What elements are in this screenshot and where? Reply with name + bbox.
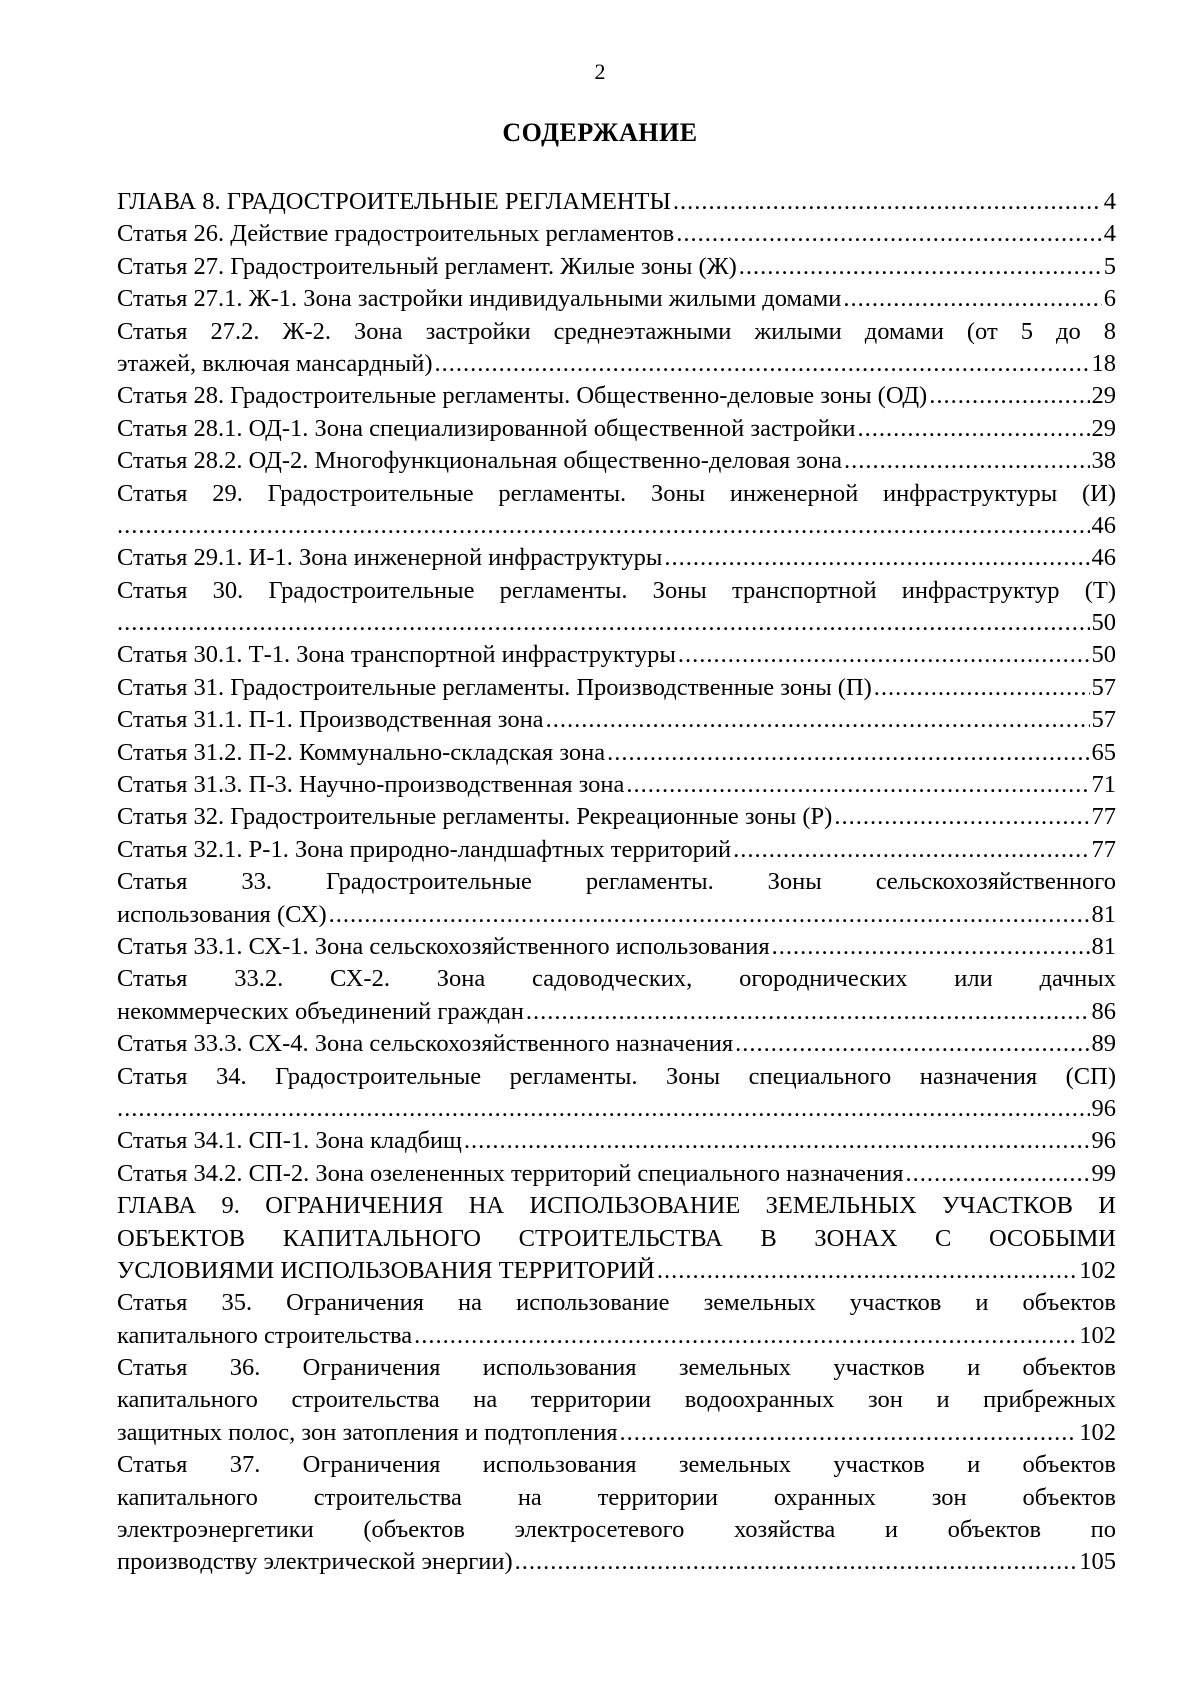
toc-entry-last-line (117, 413, 1116, 445)
toc-entry-last-line (117, 639, 1116, 671)
toc-entry-line: Статья 27.2. Ж-2. Зона застройки среднеэтажными жилыми домами (от 5 до 8 (117, 317, 1116, 345)
toc-entry-text: Статья 28. Градостроительные регламенты. Общественно-деловые зоны (ОД) (117, 382, 928, 410)
dot-leader (515, 1546, 1078, 1578)
dot-leader (735, 1028, 1089, 1060)
toc-entry-text: Статья 33.3. СХ-4. Зона сельскохозяйственного назначения (117, 1030, 734, 1058)
toc-entry-last-line (117, 283, 1116, 315)
toc-entry-line: Статья 33.2. СХ-2. Зона садоводческих, огороднических или дачных (117, 965, 1116, 993)
toc-page-number: 102 (1079, 1321, 1116, 1349)
dot-leader (843, 283, 1101, 315)
toc-entry-text: Статья 29.1. И-1. Зона инженерной инфраструктуры (117, 544, 663, 572)
toc-entry-text: этажей, включая мансардный) (117, 349, 433, 377)
toc-page-number: 46 (1091, 511, 1116, 539)
toc-entry-text: Статья 27. Градостроительный регламент. Жилые зоны (Ж) (117, 252, 737, 280)
toc-entry-last-line (117, 1255, 1116, 1287)
toc-entry-text: УСЛОВИЯМИ ИСПОЛЬЗОВАНИЯ ТЕРРИТОРИЙ (117, 1256, 655, 1284)
dot-leader (929, 380, 1089, 412)
toc-entry-last-line (117, 672, 1116, 704)
toc-entry (117, 186, 1116, 218)
toc-page-number: 89 (1091, 1030, 1116, 1058)
toc-page-number: 65 (1091, 738, 1116, 766)
toc-entry-last-line (117, 510, 1116, 542)
toc-entry (117, 380, 1116, 412)
toc-entry-last-line (117, 218, 1116, 250)
toc-entry-last-line (117, 1417, 1116, 1449)
toc-entry-last-line (117, 1320, 1116, 1352)
dot-leader (772, 931, 1090, 963)
dot-leader (673, 186, 1102, 218)
toc-page-number: 96 (1091, 1094, 1116, 1122)
toc-entry-line: Статья 33. Градостроительные регламенты. Зоны сельскохозяйственного (117, 868, 1116, 896)
toc-entry (117, 963, 1116, 1028)
toc-page-number: 4 (1103, 188, 1116, 215)
toc-entry-last-line (117, 445, 1116, 477)
toc-entry-last-line (117, 1158, 1116, 1190)
toc-entry (117, 704, 1116, 736)
toc-page-number: 50 (1091, 609, 1116, 637)
toc-entry-text: Статья 34.2. СП-2. Зона озелененных территорий специального назначения (117, 1159, 904, 1187)
toc-page-number: 4 (1103, 220, 1116, 248)
toc-entry-text: Статья 30.1. Т-1. Зона транспортной инфраструктуры (117, 641, 676, 669)
dot-leader (664, 542, 1089, 574)
toc-entry (117, 575, 1116, 640)
dot-leader (526, 996, 1090, 1028)
toc-page-number: 86 (1091, 997, 1116, 1025)
dot-leader (626, 769, 1089, 801)
toc-entry-text: производству электрической энергии) (117, 1548, 513, 1576)
toc-entry-line: Статья 37. Ограничения использования земельных участков и объектов (117, 1451, 1116, 1479)
toc-title: СОДЕРЖАНИЕ (502, 118, 698, 147)
toc-page-number: 81 (1091, 932, 1116, 960)
toc-entry (117, 283, 1116, 315)
toc-entry-last-line (117, 1546, 1116, 1578)
toc-entry-last-line (117, 1093, 1116, 1125)
toc-entry-line: Статья 36. Ограничения использования земельных участков и объектов (117, 1354, 1116, 1382)
toc-entry-line: Статья 30. Градостроительные регламенты. Зоны транспортной инфраструктур (Т) (117, 576, 1116, 604)
toc-entry-line: электроэнергетики (объектов электросетевого хозяйства и объектов по (117, 1516, 1116, 1544)
toc-page-number: 46 (1091, 544, 1116, 572)
dot-leader (844, 445, 1090, 477)
toc-entry-last-line (117, 607, 1116, 639)
toc-entry (117, 251, 1116, 283)
dot-leader (414, 1320, 1077, 1352)
toc-entry (117, 866, 1116, 931)
toc-entry (117, 801, 1116, 833)
dot-leader (857, 413, 1089, 445)
toc-entry (117, 1352, 1116, 1449)
toc-page-number: 96 (1091, 1127, 1116, 1155)
dot-leader (739, 251, 1102, 283)
dot-leader (546, 704, 1090, 736)
toc-entry-text: Статья 28.2. ОД-2. Многофункциональная общественно-деловая зона (117, 447, 842, 475)
toc-entry (117, 931, 1116, 963)
toc-entry (117, 1449, 1116, 1579)
toc-page-number: 18 (1091, 349, 1116, 377)
toc-entry-last-line (117, 899, 1116, 931)
toc-entry-last-line (117, 996, 1116, 1028)
toc-entry (117, 1061, 1116, 1126)
toc-entry (117, 1125, 1116, 1157)
dot-leader (117, 510, 1090, 542)
toc-entry-last-line (117, 737, 1116, 769)
toc-page-number: 105 (1079, 1548, 1116, 1576)
toc-entry-text: Статья 31.3. П-3. Научно-производственная зона (117, 771, 625, 799)
toc-entry-text: ГЛАВА 8. ГРАДОСТРОИТЕЛЬНЫЕ РЕГЛАМЕНТЫ (117, 188, 671, 215)
toc-entry-last-line (117, 1125, 1116, 1157)
toc-entry (117, 672, 1116, 704)
dot-leader (676, 218, 1102, 250)
dot-leader (657, 1255, 1077, 1287)
toc-entry-text: Статья 28.1. ОД-1. Зона специализированной общественной застройки (117, 414, 856, 442)
toc-entry-last-line (117, 769, 1116, 801)
toc-page-number: 77 (1091, 835, 1116, 863)
toc-page-number: 102 (1079, 1418, 1116, 1446)
toc-entry-line: Статья 34. Градостроительные регламенты. Зоны специального назначения (СП) (117, 1062, 1116, 1090)
dot-leader (834, 801, 1089, 833)
dot-leader (905, 1158, 1089, 1190)
toc-entry-last-line (117, 380, 1116, 412)
toc-entry-last-line (117, 931, 1116, 963)
toc-entry (117, 1158, 1116, 1190)
toc-entry-text: Статья 27.1. Ж-1. Зона застройки индивидуальными жилыми домами (117, 285, 842, 313)
toc-entry-text: Статья 34.1. СП-1. Зона кладбищ (117, 1127, 462, 1155)
toc-page-number: 102 (1079, 1256, 1116, 1284)
toc-entry (117, 445, 1116, 477)
toc-entry (117, 542, 1116, 574)
dot-leader (620, 1417, 1078, 1449)
toc-entry (117, 1190, 1116, 1287)
toc-page-number: 77 (1091, 803, 1116, 831)
toc-page-number: 38 (1091, 447, 1116, 475)
toc-entry-text: Статья 33.1. СХ-1. Зона сельскохозяйственного использования (117, 932, 770, 960)
toc-page-number: 71 (1091, 771, 1116, 799)
toc-page-number: 29 (1091, 414, 1116, 442)
toc-entry-line: ОБЪЕКТОВ КАПИТАЛЬНОГО СТРОИТЕЛЬСТВА В ЗОНАХ С ОСОБЫМИ (117, 1224, 1116, 1252)
toc-entry (117, 1287, 1116, 1352)
dot-leader (874, 672, 1090, 704)
toc-page-number: 81 (1091, 900, 1116, 928)
toc-page-number: 57 (1091, 706, 1116, 734)
toc-page-number: 5 (1103, 252, 1116, 280)
toc-entry (117, 834, 1116, 866)
toc-entry-last-line (117, 801, 1116, 833)
dot-leader (329, 899, 1090, 931)
toc-page-number: 99 (1091, 1159, 1116, 1187)
toc-entry-text: Статья 31. Градостроительные регламенты. Производственные зоны (П) (117, 673, 872, 701)
toc-entry-last-line (117, 834, 1116, 866)
toc-entry-text: использования (СХ) (117, 900, 327, 928)
toc-entry (117, 316, 1116, 381)
dot-leader (678, 639, 1090, 671)
dot-leader (464, 1125, 1090, 1157)
toc-entry-text: Статья 32. Градостроительные регламенты. Рекреационные зоны (Р) (117, 803, 833, 831)
toc-entry-last-line (117, 251, 1116, 283)
toc-entry-last-line (117, 1028, 1116, 1060)
toc-entry-line: капитального строительства на территории охранных зон объектов (117, 1483, 1116, 1511)
toc-entry-last-line (117, 348, 1116, 380)
toc-entry-text: Статья 26. Действие градостроительных регламентов (117, 220, 675, 248)
dot-leader (435, 348, 1090, 380)
page-number: 2 (594, 59, 606, 84)
toc-entry-text: защитных полос, зон затопления и подтопления (117, 1418, 618, 1446)
toc-page-number: 29 (1091, 382, 1116, 410)
toc-entry (117, 218, 1116, 250)
toc-entry-line: Статья 35. Ограничения на использование земельных участков и объектов (117, 1289, 1116, 1317)
toc-entry-last-line (117, 704, 1116, 736)
toc-entry (117, 1028, 1116, 1060)
toc-entry-last-line (117, 186, 1116, 218)
toc-entry (117, 478, 1116, 543)
toc-page-number: 50 (1091, 641, 1116, 669)
toc-entry-text: Статья 32.1. Р-1. Зона природно-ландшафтных территорий (117, 835, 732, 863)
toc-entry-text: некоммерческих объединений граждан (117, 997, 524, 1025)
dot-leader (117, 607, 1090, 639)
toc-entry (117, 639, 1116, 671)
table-of-contents (117, 186, 1116, 1579)
dot-leader (733, 834, 1089, 866)
toc-entry-last-line (117, 542, 1116, 574)
toc-page-number: 57 (1091, 673, 1116, 701)
toc-entry-text: Статья 31.2. П-2. Коммунально-складская зона (117, 738, 606, 766)
dot-leader (607, 737, 1089, 769)
toc-entry-text: капитального строительства (117, 1321, 413, 1349)
dot-leader (117, 1093, 1090, 1125)
toc-page-number: 6 (1103, 285, 1116, 313)
toc-entry-line: ГЛАВА 9. ОГРАНИЧЕНИЯ НА ИСПОЛЬЗОВАНИЕ ЗЕМЕЛЬНЫХ УЧАСТКОВ И (117, 1192, 1116, 1220)
toc-entry (117, 769, 1116, 801)
toc-entry-line: капитального строительства на территории водоохранных зон и прибрежных (117, 1386, 1116, 1414)
toc-entry-text: Статья 31.1. П-1. Производственная зона (117, 706, 544, 734)
toc-entry (117, 737, 1116, 769)
toc-entry (117, 413, 1116, 445)
toc-entry-line: Статья 29. Градостроительные регламенты. Зоны инженерной инфраструктуры (И) (117, 479, 1116, 507)
